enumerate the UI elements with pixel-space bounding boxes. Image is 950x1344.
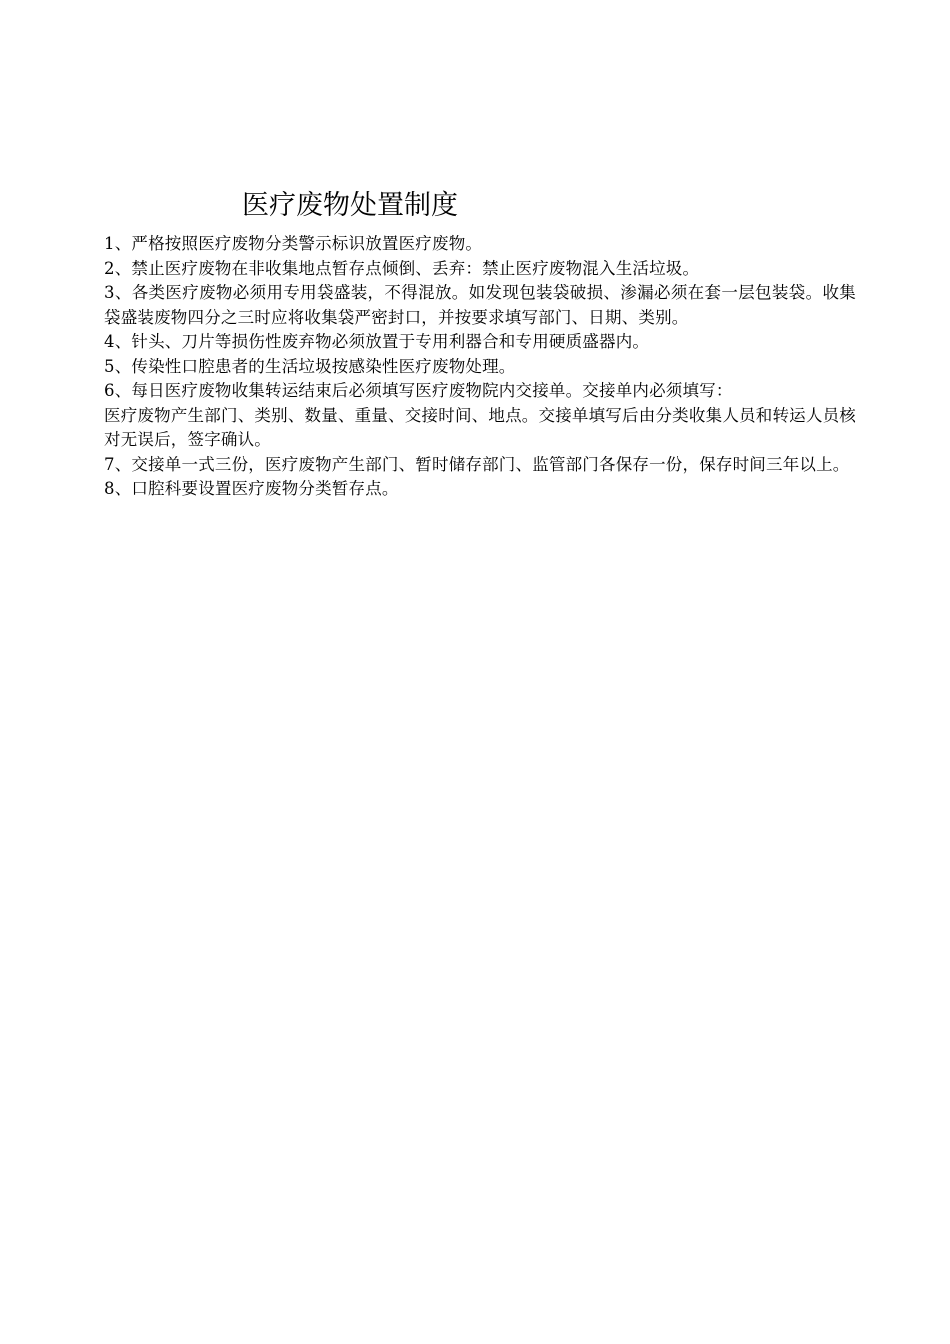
paragraph-4: 4、针头、刀片等损伤性废弃物必须放置于专用利器合和专用硬质盛器内。 bbox=[104, 332, 650, 351]
paragraph-6: 6、每日医疗废物收集转运结束后必须填写医疗废物院内交接单。交接单内必须填写： bbox=[104, 381, 733, 400]
document-title: 医疗废物处置制度 bbox=[242, 190, 458, 221]
paragraph-3: 3、各类医疗废物必须用专用袋盛装，不得混放。如发现包装袋破损、渗漏必须在套一层包装袋。收集袋盛装废物四分之三时应将收集袋严密封口，并按要求填写部门、日期、类别。 bbox=[104, 283, 856, 327]
document-body bbox=[104, 232, 856, 502]
paragraph-2: 2、禁止医疗废物在非收集地点暂存点倾倒、丢弃：禁止医疗废物混入生活垃圾。 bbox=[104, 258, 700, 278]
paragraph-8: 8、口腔科要设置医疗废物分类暂存点。 bbox=[104, 479, 399, 498]
paragraph-7: 7、交接单一式三份，医疗废物产生部门、暂时储存部门、监管部门各保存一份，保存时间三年以上。 bbox=[104, 454, 850, 474]
paragraph-6-continued: 医疗废物产生部门、类别、数量、重量、交接时间、地点。交接单填写后由分类收集人员和转运人员核对无误后，签字确认。 bbox=[104, 405, 856, 449]
paragraph-1: 1、严格按照医疗废物分类警示标识放置医疗废物。 bbox=[104, 234, 483, 253]
paragraph-5: 5、传染性口腔患者的生活垃圾按感染性医疗废物处理。 bbox=[104, 356, 516, 376]
